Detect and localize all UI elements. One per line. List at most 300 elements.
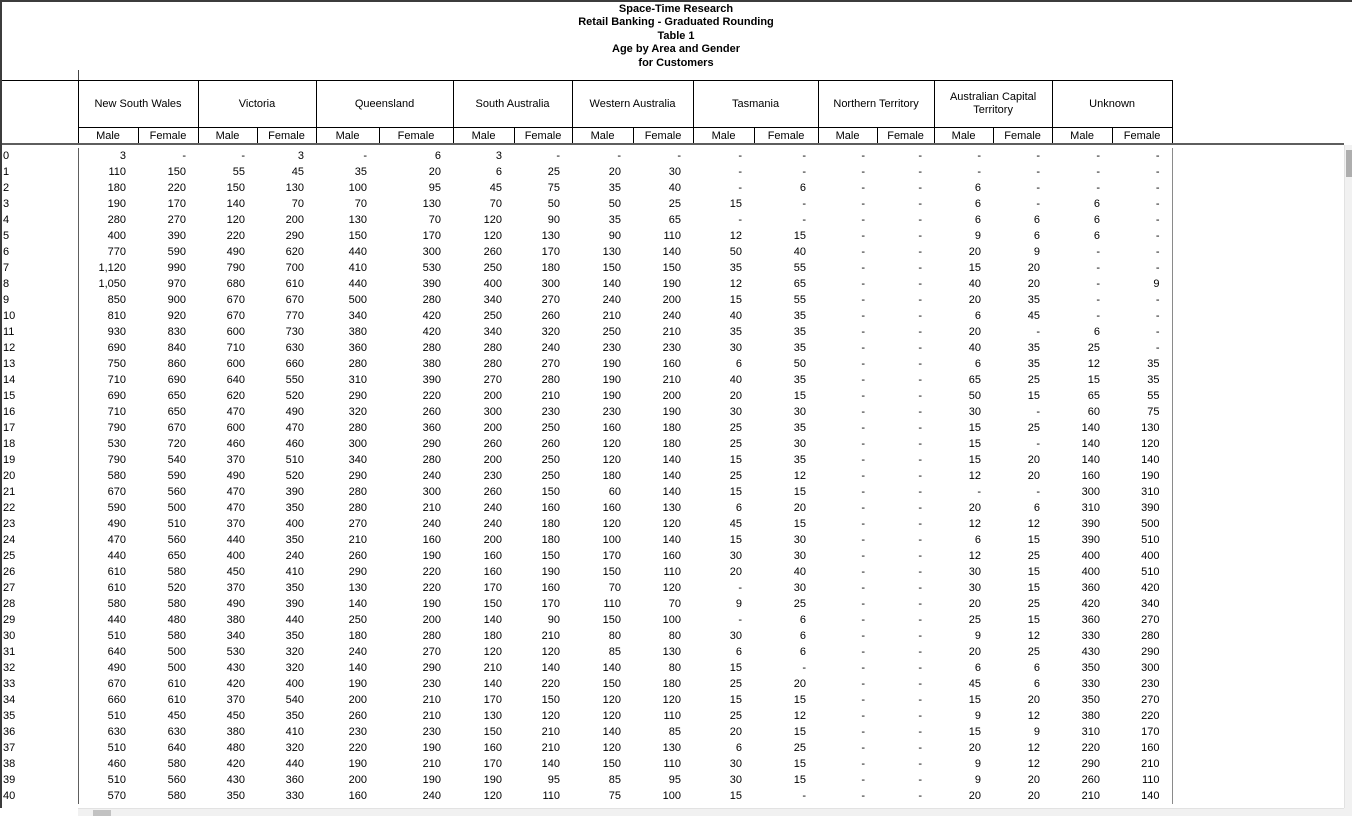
title-line-universe: for Customers [638,56,714,69]
gender-header-female[interactable]: Female [993,128,1052,144]
data-cell: 140 [226,198,245,210]
data-cell: 850 [107,294,126,306]
data-cell: - [861,230,865,242]
gender-header-male[interactable]: Male [316,128,379,144]
table-row [0,148,1172,164]
data-cell: 120 [541,646,560,658]
age-label: 20 [0,468,78,484]
data-cell: 350 [285,582,304,594]
data-cell: - [617,150,621,162]
data-cell: - [861,198,865,210]
data-cell: 160 [483,742,502,754]
data-cell: 650 [167,406,186,418]
data-cell: 690 [167,374,186,386]
data-cell: 220 [226,230,245,242]
data-cell: 280 [541,374,560,386]
data-cell: 100 [348,182,367,194]
data-cell: 15 [1027,534,1040,546]
data-cell: 20 [428,166,441,178]
data-cell: 9 [974,230,981,242]
data-cell: 15 [968,422,981,434]
data-cell: 35 [1112,372,1172,388]
data-cell: - [861,678,865,690]
data-cell: 95 [668,774,681,786]
data-cell: 240 [483,518,502,530]
region-header[interactable]: Northern Territory [818,81,934,128]
data-cell: 650 [167,550,186,562]
data-cell: 210 [422,758,441,770]
data-cell: 540 [167,454,186,466]
data-cell: 730 [285,326,304,338]
data-cell: 30 [729,774,742,786]
data-cell: 270 [1112,692,1172,708]
data-cell: 310 [1081,726,1100,738]
data-cell: 830 [167,326,186,338]
data-cell: 220 [541,678,560,690]
data-cell: 360 [1081,614,1100,626]
data-cell: 590 [167,470,186,482]
data-cell: 220 [422,390,441,402]
data-cell: 40 [729,374,742,386]
data-cell: 290 [422,438,441,450]
data-cell: 250 [541,422,560,434]
data-cell: - [918,294,922,306]
table-row [0,644,1172,660]
data-cell: 25 [968,614,981,626]
data-cell: 500 [1112,516,1172,532]
data-cell: 240 [602,294,621,306]
data-cell: 160 [422,534,441,546]
horizontal-scrollbar[interactable] [78,808,1344,816]
data-cell: 420 [1112,580,1172,596]
data-cell: 15 [793,486,806,498]
data-cell: - [918,630,922,642]
data-cell: 270 [422,646,441,658]
data-cell: 220 [1081,742,1100,754]
data-cell: 230 [422,726,441,738]
data-cell: 25 [668,198,681,210]
gender-header-male[interactable]: Male [818,128,877,144]
data-cell: 120 [602,438,621,450]
table-row [0,436,1172,452]
table-row [0,692,1172,708]
data-cell: 460 [226,438,245,450]
data-cell: 210 [483,662,502,674]
report-title-block [0,3,1352,70]
data-cell: 35 [1027,342,1040,354]
table-row [0,612,1172,628]
gender-header-female[interactable]: Female [257,128,316,144]
data-cell: 30 [793,534,806,546]
data-cell: 370 [226,518,245,530]
data-cell: 770 [285,310,304,322]
data-cell: 200 [662,294,681,306]
data-cell: 580 [167,790,186,802]
data-cell: - [861,182,865,194]
data-cell: - [861,726,865,738]
gender-header-female[interactable]: Female [1112,128,1172,144]
data-cell: 9 [974,710,981,722]
data-cell: 400 [1081,550,1100,562]
data-cell: - [556,150,560,162]
data-cell: 12 [1027,742,1040,754]
data-cell: 40 [729,310,742,322]
data-cell: 6 [1093,326,1100,338]
data-cell: 180 [662,438,681,450]
gender-header-female[interactable]: Female [514,128,572,144]
row-header-divider-tick [78,70,79,80]
gender-header-male[interactable]: Male [934,128,993,144]
data-cell: 190 [662,406,681,418]
data-cell: 610 [107,582,126,594]
data-cell: 20 [968,646,981,658]
data-cell: 9 [1033,726,1040,738]
data-cell: 100 [662,790,681,802]
data-cell: 120 [226,214,245,226]
data-cell: 610 [167,678,186,690]
table-row [0,532,1172,548]
data-cell: - [1096,166,1100,178]
data-cell: 35 [1027,294,1040,306]
data-cell: 15 [1027,614,1040,626]
data-cell: 220 [422,566,441,578]
data-cell: 350 [285,630,304,642]
data-cell: 200 [483,390,502,402]
table-row [0,772,1172,788]
data-cell: 280 [483,358,502,370]
data-cell: 240 [541,342,560,354]
data-cell: 200 [662,390,681,402]
data-cell: 130 [285,182,304,194]
data-cell: 290 [285,230,304,242]
age-label: 22 [0,500,78,516]
data-cell: 450 [167,710,186,722]
data-cell: 25 [547,166,560,178]
data-cell: - [918,422,922,434]
gender-header-female[interactable]: Female [877,128,934,144]
data-cell: 390 [167,230,186,242]
gender-header-male[interactable]: Male [693,128,754,144]
gender-header-male[interactable]: Male [572,128,633,144]
data-cell: 580 [107,470,126,482]
data-cell: 20 [1027,470,1040,482]
data-cell: 15 [729,790,742,802]
data-cell: 15 [1027,582,1040,594]
region-header[interactable]: Queensland [316,81,453,128]
gender-header-female[interactable]: Female [379,128,453,144]
data-cell: 160 [348,790,367,802]
data-cell: 240 [348,646,367,658]
data-cell: - [861,470,865,482]
data-cell: 160 [662,550,681,562]
data-cell: 120 [602,454,621,466]
data-cell: - [918,262,922,274]
data-cell: 35 [793,342,806,354]
data-cell: 250 [541,454,560,466]
data-cell: - [918,742,922,754]
data-cell: 190 [483,774,502,786]
data-cell: - [918,534,922,546]
data-cell: 510 [107,630,126,642]
data-cell: 270 [541,358,560,370]
data-cell: 6 [434,150,441,162]
data-cell: 590 [107,502,126,514]
data-cell: 200 [483,454,502,466]
data-cell: 670 [167,422,186,434]
gender-header-male[interactable]: Male [1052,128,1112,144]
data-cell: 150 [348,230,367,242]
data-cell: 15 [729,534,742,546]
data-cell: 790 [107,454,126,466]
data-cell: 230 [602,406,621,418]
data-cell: 20 [968,294,981,306]
data-cell: 12 [1027,518,1040,530]
data-cell: 640 [226,374,245,386]
data-cell: 480 [167,614,186,626]
data-cell: - [861,534,865,546]
data-cell: 190 [348,678,367,690]
data-cell: 30 [793,406,806,418]
data-cell: 15 [793,758,806,770]
gender-header-male[interactable]: Male [453,128,514,144]
gender-header-male[interactable]: Male [198,128,257,144]
data-cell: 190 [107,198,126,210]
data-cell: 15 [729,294,742,306]
gender-header-female[interactable]: Female [754,128,818,144]
age-label: 25 [0,548,78,564]
table-row [0,404,1172,420]
data-cell: 310 [1112,484,1172,500]
data-cell: 20 [1027,278,1040,290]
region-header[interactable]: Tasmania [693,81,818,128]
data-cell: 9 [974,758,981,770]
data-cell: - [1112,212,1172,228]
data-cell: 160 [602,422,621,434]
data-cell: - [861,502,865,514]
data-cell: 25 [1027,550,1040,562]
data-cell: 710 [107,406,126,418]
age-label: 7 [0,260,78,276]
data-cell: 70 [489,198,502,210]
age-label: 13 [0,356,78,372]
data-cell: 15 [793,726,806,738]
data-cell: - [1096,294,1100,306]
data-cell: 420 [226,758,245,770]
data-cell: 6 [974,358,981,370]
scrollbar-corner [1344,808,1352,816]
data-cell: 6 [735,742,742,754]
data-cell: 3 [119,150,126,162]
data-cell: - [1036,406,1040,418]
data-cell: 150 [541,486,560,498]
data-cell: 130 [602,246,621,258]
gender-header-row [0,128,1172,144]
data-cell: 440 [226,534,245,546]
data-cell: 20 [968,742,981,754]
horizontal-scrollbar-thumb[interactable] [93,810,111,816]
data-cell: - [861,406,865,418]
data-cell: - [918,614,922,626]
data-cell: - [918,326,922,338]
data-cell: 15 [793,390,806,402]
data-cell: - [861,774,865,786]
age-label: 38 [0,756,78,772]
data-cell: 230 [483,470,502,482]
data-cell: 580 [167,598,186,610]
data-cell: 20 [1027,790,1040,802]
data-cell: 190 [422,774,441,786]
data-cell: 15 [968,694,981,706]
age-label: 6 [0,244,78,260]
data-cell: - [918,550,922,562]
age-label: 21 [0,484,78,500]
data-cell: 400 [285,518,304,530]
data-cell: 15 [729,198,742,210]
data-cell: 350 [285,534,304,546]
data-cell: 20 [968,502,981,514]
age-label: 36 [0,724,78,740]
region-header[interactable]: Victoria [198,81,316,128]
region-header[interactable]: New South Wales [78,81,198,128]
age-label: 17 [0,420,78,436]
table-row [0,756,1172,772]
data-cell: 190 [541,566,560,578]
data-cell: 120 [1112,436,1172,452]
region-header[interactable]: South Australia [453,81,572,128]
gender-header-male[interactable]: Male [78,128,138,144]
data-cell: 510 [107,742,126,754]
data-cell: 370 [226,582,245,594]
data-cell: - [738,614,742,626]
table-row [0,180,1172,196]
data-cell: 400 [285,678,304,690]
data-cell: 170 [167,198,186,210]
data-cell: 410 [348,262,367,274]
data-cell: 360 [422,422,441,434]
data-cell: 120 [602,694,621,706]
age-label: 40 [0,788,78,804]
age-label: 32 [0,660,78,676]
data-cell: - [861,246,865,258]
age-label: 31 [0,644,78,660]
data-cell: 210 [602,310,621,322]
data-cell: 320 [285,646,304,658]
data-cell: 580 [107,598,126,610]
data-cell: 510 [107,774,126,786]
data-cell: 20 [968,598,981,610]
data-cell: 440 [348,246,367,258]
data-cell: 130 [348,582,367,594]
title-line-org: Space-Time Research [618,3,734,15]
data-cell: 260 [483,438,502,450]
data-cell: 6 [799,614,806,626]
data-cell: - [918,726,922,738]
data-cell: 15 [729,662,742,674]
data-cell: 470 [107,534,126,546]
data-cell: 95 [428,182,441,194]
data-cell: 390 [1081,518,1100,530]
data-cell: 640 [167,742,186,754]
data-cell: 20 [968,790,981,802]
data-cell: - [1036,182,1040,194]
data-cell: 440 [285,758,304,770]
data-cell: 35 [729,262,742,274]
data-cell: 370 [226,454,245,466]
data-cell: 30 [729,342,742,354]
data-cell: - [861,582,865,594]
data-cell: - [918,278,922,290]
data-cell: 15 [793,774,806,786]
data-cell: - [861,694,865,706]
data-cell: 190 [422,742,441,754]
data-cell: 15 [968,454,981,466]
data-cell: 15 [729,454,742,466]
data-cell: 140 [1081,422,1100,434]
data-cell: - [918,646,922,658]
data-cell: 470 [226,406,245,418]
region-header[interactable]: Unknown [1052,81,1172,128]
table-row [0,548,1172,564]
data-cell: 970 [167,278,186,290]
data-cell: 140 [1081,438,1100,450]
data-cell: 12 [968,470,981,482]
data-cell: 15 [793,694,806,706]
data-cell: 25 [1027,598,1040,610]
data-cell: 130 [483,710,502,722]
region-header[interactable]: Western Australia [572,81,693,128]
age-label: 27 [0,580,78,596]
data-cell: 280 [348,358,367,370]
data-cell: 260 [483,486,502,498]
data-cell: 150 [226,182,245,194]
data-cell: 220 [422,582,441,594]
data-cell: 240 [285,550,304,562]
data-cell: - [861,598,865,610]
data-cell: 510 [285,454,304,466]
gender-header-female[interactable]: Female [138,128,198,144]
age-label: 29 [0,612,78,628]
data-cell: 340 [348,310,367,322]
data-cell: - [861,550,865,562]
age-label: 5 [0,228,78,244]
data-cell: 250 [483,262,502,274]
data-cell: 260 [348,550,367,562]
vertical-scrollbar[interactable] [1344,145,1352,816]
gender-header-female[interactable]: Female [633,128,693,144]
data-cell: 180 [541,262,560,274]
vertical-scrollbar-thumb[interactable] [1346,150,1352,177]
age-label: 10 [0,308,78,324]
data-cell: 160 [662,358,681,370]
data-cell: 340 [1112,596,1172,612]
data-cell: - [918,310,922,322]
data-cell: 510 [1112,532,1172,548]
age-label: 4 [0,212,78,228]
data-cell: - [918,406,922,418]
data-cell: 110 [663,566,681,578]
data-cell: 210 [422,694,441,706]
data-cell: 290 [1112,644,1172,660]
data-cell: 190 [422,598,441,610]
region-header[interactable]: Australian Capital Territory [934,81,1052,128]
data-cell: 220 [1112,708,1172,724]
data-cell: - [738,166,742,178]
data-cell: 570 [107,790,126,802]
data-cell: 90 [547,214,560,226]
row-header-corner-cell [0,81,78,144]
data-cell: 440 [348,278,367,290]
data-cell: 35 [354,166,367,178]
